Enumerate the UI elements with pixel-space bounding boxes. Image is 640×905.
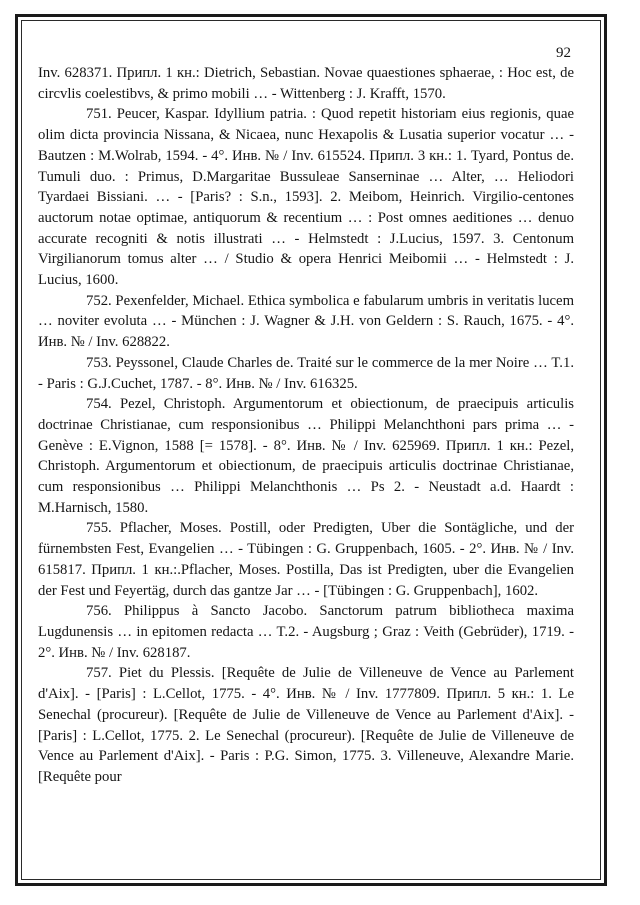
catalog-entry-753: 753. Peyssonel, Claude Charles de. Traité sur le commerce de la mer Noire … T.1. - Paris : G.J.Cuchet, 1787. - 8°. Инв. № / Inv. 616325. <box>38 354 574 392</box>
catalog-entry-754: 754. Pezel, Christoph. Argumentorum et obiectionum, de praecipuis articulis doctrinae Christianae, cum responsionibus … Philippi Melanchthoni pars prima … - Genève : E.Vignon, 1588 [= 1578]. - 8°. Инв. № / Inv. 625969. Припл. 1 кн.: Pezel, Christoph. Argumentorum et obiectionum, de praecipuis articulis doctrinae Christianae, cum responsionibus … Philippi Melanchthonis … Ps 2. - Neustadt a.d. Haardt : M.Harnisch, 1580. <box>38 396 574 516</box>
page-number: 92 <box>556 45 571 61</box>
catalog-text-body <box>38 63 574 788</box>
catalog-entry-751: 751. Peucer, Kaspar. Idyllium patria. : Quod repetit historiam eius regionis, quae olim dicta provincia Nissana, & Nicaea, nunc Hexapolis & Lusatia superior vocatur … - Bautzen : M.Wolrab, 1594. - 4°. Инв. № / Inv. 615524. Припл. 3 кн.: 1. Tyard, Pontus de. Tumuli duo. : Primus, D.Margaritae Bussuleae Sanserninae … Alter, … Heliodori Tyardaei Bissiani. … - [Paris? : S.n., 1593]. 2. Meibom, Heinrich. Virgilio-centones auctorum notae optimae, antiquorum & recentium … : Post omnes aeditiones … denuo accurate recogniti & notis illustrati … - Helmstedt : J.Lucius, 1597. 3. Centonum Virgilianorum tomus alter … / Studio & opera Henrici Meibomii … - Helmstedt : J. Lucius, 1600. <box>38 106 574 289</box>
catalog-entry-752: 752. Pexenfelder, Michael. Ethica symbolica e fabularum umbris in veritatis lucem … noviter evoluta … - München : J. Wagner & J.H. von Geldern : S. Rauch, 1675. - 4°. Инв. № / Inv. 628822. <box>38 292 574 351</box>
catalog-entry-755: 755. Pflacher, Moses. Postill, oder Predigten, Uber die Sontägliche, und der fürnembsten Fest, Evangelien … - Tübingen : G. Gruppenbach, 1605. - 2°. Инв. № / Inv. 615817. Припл. 1 кн.:.Pflacher, Moses. Postilla, Das ist Predigten, uber die Evangelien der Fest und Feyertäg, durch das gantze Jar … - [Tübingen : G. Gruppenbach], 1602. <box>38 520 574 599</box>
catalog-entry-756: 756. Philippus à Sancto Jacobo. Sanctorum patrum bibliotheca maxima Lugdunensis … in epitomen redacta … T.2. - Augsburg ; Graz : Veith (Gebrüder), 1719. - 2°. Инв. № / Inv. 628187. <box>38 603 574 661</box>
catalog-entry-757: 757. Piet du Plessis. [Requête de Julie de Villeneuve de Vence au Parlement d'Aix]. - [Paris] : L.Cellot, 1775. - 4°. Инв. № / Inv. 1777809. Припл. 5 кн.: 1. Le Senechal (procureur). [Requête de Julie de Villeneuve de Vence au Parlement d'Aix]. - [Paris] : L.Cellot, 1775. 2. Le Senechal (procureur). [Requête de Julie de Villeneuve de Vence au Parlement d'Aix]. - Paris : P.G. Simon, 1775. 3. Villeneuve, Alexandre Marie. [Requête pour <box>38 665 574 785</box>
catalog-entry-continuation: Inv. 628371. Припл. 1 кн.: Dietrich, Sebastian. Novae quaestiones sphaerae, : Hoc est, de circvlis coelestibvs, & primo mobili … - Wittenberg : J. Krafft, 1570. <box>38 65 574 102</box>
